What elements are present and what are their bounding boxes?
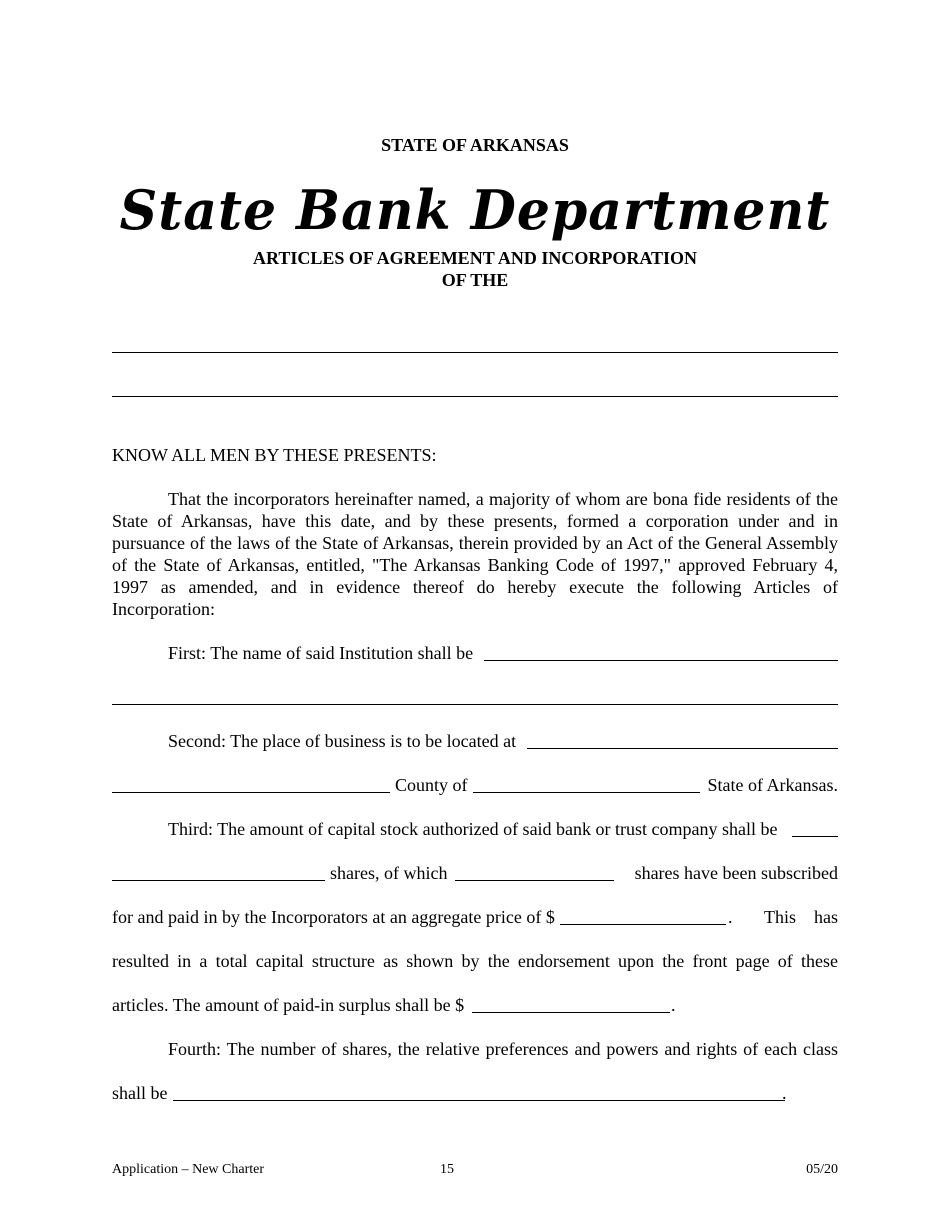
shares-of-which-label: shares, of which [330,863,448,883]
fourth-article [112,1038,838,1060]
shares-subscribed-field[interactable] [455,880,614,881]
shares-subscribed-label: shares have been subscribed [634,863,838,883]
third-article [112,818,838,840]
institution-name-line-2[interactable] [112,396,838,397]
aggregate-price-label: for and paid in by the Incorporators at an aggregate price of $ [112,907,555,927]
capital-structure-text: resulted in a total capital structure as shown by the endorsement upon the front page of these [112,951,838,971]
capital-stock-field[interactable] [792,836,838,837]
this-word: This [764,907,797,927]
aggregate-price-field[interactable] [560,924,726,925]
institution-name-field[interactable] [484,660,838,661]
footer-page-number: 15 [440,1162,454,1177]
articles-line-2: OF THE [441,270,509,290]
shall-be-period: . [782,1083,787,1103]
county-of-label: County of [395,775,468,795]
preamble-paragraph: That the incorporators hereinafter named, a majority of whom are bona fide residents of the State of Arkansas, have this date, and by these presents, formed a corporation under and in pursuance of the laws of the State of Arkansas, therein provided by an Act of the General Assembly of the State of Arkansas, entitled, "The Arkansas Banking Code of 1997," approved February 4, 1997 as amended, and in evidence thereof do hereby execute the following Articles of Incorporation: [112,489,838,619]
aggregate-price-row [112,906,838,928]
aggregate-price-period: . [728,907,733,927]
intro-text: KNOW ALL MEN BY THESE PRESENTS: [112,445,437,465]
footer-left: Application – New Charter [112,1162,265,1177]
shall-be-label: shall be [112,1083,168,1103]
articles-line-1: ARTICLES OF AGREEMENT AND INCORPORATION [252,248,698,268]
fourth-label: Fourth: The number of shares, the relative preferences and powers and rights of each class [168,1039,838,1059]
paid-in-surplus-field[interactable] [472,1012,670,1013]
footer-date: 05/20 [806,1162,838,1177]
place-of-business-field[interactable] [527,748,838,749]
state-of-arkansas-label: State of Arkansas. [707,775,838,795]
county-field[interactable] [473,792,700,793]
department-title: State Bank Department [119,178,831,243]
first-label: First: The name of said Institution shall be [168,643,474,663]
third-label: Third: The amount of capital stock authorized of said bank or trust company shall be [168,819,778,839]
articles-heading [0,247,950,291]
institution-name-line-1[interactable] [112,352,838,353]
capital-structure-row [112,950,838,972]
has-word: has [814,907,838,927]
surplus-period: . [671,995,676,1015]
second-label: Second: The place of business is to be located at [168,731,517,751]
share-classes-field[interactable] [173,1100,785,1101]
state-heading: STATE OF ARKANSAS [381,135,569,155]
surplus-label: articles. The amount of paid-in surplus shall be $ [112,995,465,1015]
institution-name-field-cont[interactable] [112,704,838,705]
